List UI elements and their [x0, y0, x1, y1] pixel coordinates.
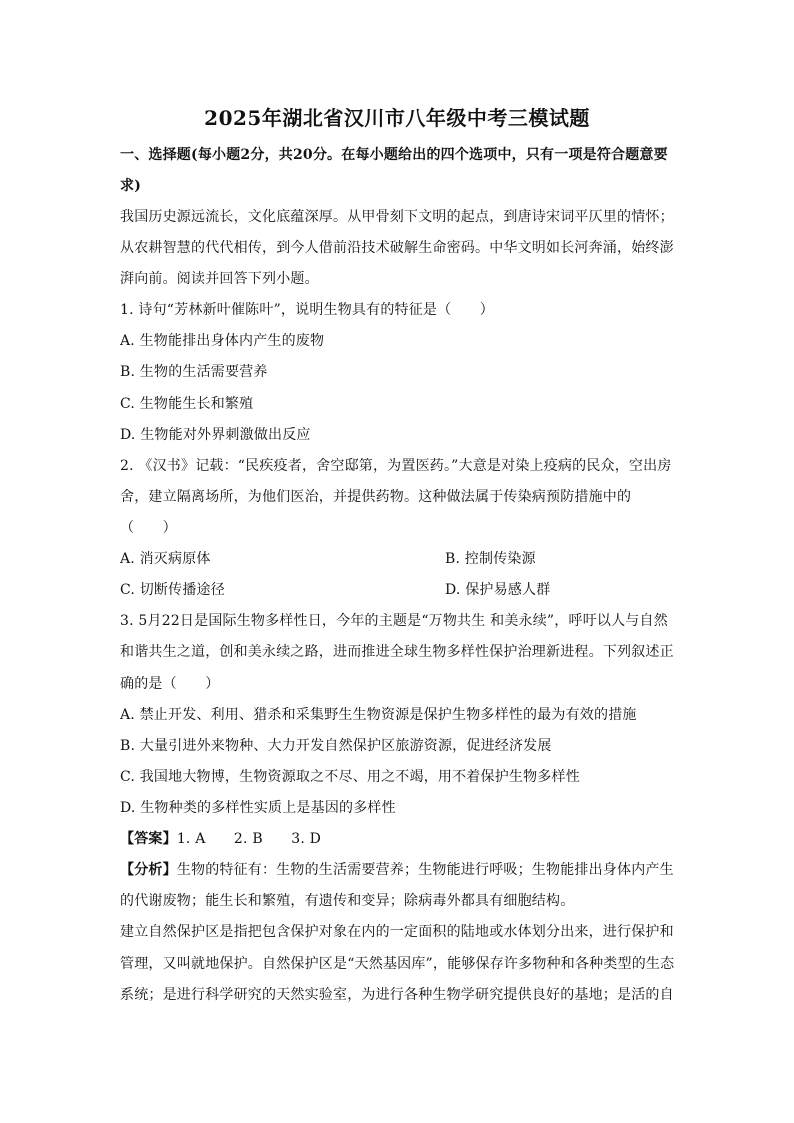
- question-3-option-b: B. 大量引进外来物种、大力开发自然保护区旅游资源，促进经济发展: [120, 738, 552, 754]
- intro-line-2: 从农耕智慧的代代相传，到今人借前沿技术破解生命密码。中华文明如长河奔涌，始终澎: [120, 240, 674, 256]
- question-3-stem-line-3: 确的是（ ）: [120, 676, 220, 692]
- question-3-stem-line-1: 3. 5月22日是国际生物多样性日，今年的主题是“万物共生 和美永续”，呼吁以人与自然: [120, 613, 668, 629]
- intro-line-1: 我国历史源远流长，文化底蕴深厚。从甲骨刻下文明的起点，到唐诗宋词平仄里的情怀；: [120, 209, 674, 225]
- question-1-option-a: A. 生物能排出身体内产生的废物: [120, 333, 325, 349]
- answer-tag: 【答案】: [120, 831, 177, 847]
- question-2-option-b: B. 控制传染源: [445, 551, 536, 567]
- analysis-line-2: 的代谢废物；能生长和繁殖，有遗传和变异；除病毒外都具有细胞结构。: [120, 893, 575, 909]
- question-1-option-b: B. 生物的生活需要营养: [120, 364, 268, 380]
- question-2-option-d: D. 保护易感人群: [445, 582, 551, 598]
- question-2-option-row-1: [120, 549, 680, 569]
- analysis-text-1: 生物的特征有：生物的生活需要营养；生物能进行呼吸；生物能排出身体内产生: [176, 862, 674, 878]
- question-2-option-row-2: [120, 580, 680, 600]
- question-3-option-d: D. 生物种类的多样性实质上是基因的多样性: [120, 800, 396, 816]
- question-3-option-a: A. 禁止开发、利用、猎杀和采集野生生物资源是保护生物多样性的最为有效的措施: [120, 707, 637, 723]
- intro-line-3: 湃向前。阅读并回答下列小题。: [120, 271, 319, 287]
- analysis-line-4: 管理，又叫就地保护。自然保护区是“天然基因库”，能够保存许多物种和各种类型的生态: [120, 956, 675, 972]
- question-3-stem-line-2: 和谐共生之道，创和美永续之路，进而推进全球生物多样性保护治理新进程。下列叙述正: [120, 644, 674, 660]
- question-2-option-c: C. 切断传播途径: [120, 582, 225, 598]
- question-3-option-c: C. 我国地大物博，生物资源取之不尽、用之不竭，用不着保护生物多样性: [120, 769, 580, 785]
- analysis-line-1: [120, 860, 680, 880]
- question-1-stem: 1. 诗句“芳林新叶催陈叶”，说明生物具有的特征是（ ）: [120, 302, 494, 318]
- question-1-option-d: D. 生物能对外界刺激做出反应: [120, 427, 311, 443]
- section-heading-line-2: 求): [120, 178, 142, 194]
- question-2-option-a: A. 消灭病原体: [120, 551, 211, 567]
- question-2-stem-line-1: 2. 《汉书》记载：“民疾疫者，舍空邸第，为置医药。”大意是对染上疫病的民众，空出房: [120, 458, 672, 474]
- analysis-line-5: 系统；是进行科学研究的天然实验室，为进行各种生物学研究提供良好的基地；是活的自: [120, 987, 674, 1003]
- section-heading-line-1: 一、选择题(每小题2分，共20分。在每小题给出的四个选项中，只有一项是符合题意要: [120, 147, 668, 163]
- analysis-line-3: 建立自然保护区是指把包含保护对象在内的一定面积的陆地或水体划分出来，进行保护和: [120, 924, 674, 940]
- analysis-tag: 【分析】: [120, 862, 177, 878]
- question-1-option-c: C. 生物能生长和繁殖: [120, 396, 254, 412]
- answer-line: [120, 829, 680, 849]
- question-2-stem-line-3: （ ）: [120, 520, 177, 536]
- answer-text: 1. A 2. B 3. D: [176, 831, 322, 847]
- question-2-stem-line-2: 舍，建立隔离场所，为他们医治，并提供药物。这种做法属于传染病预防措施中的: [120, 489, 632, 505]
- page-title: 2025年湖北省汉川市八年级中考三模试题: [204, 106, 590, 130]
